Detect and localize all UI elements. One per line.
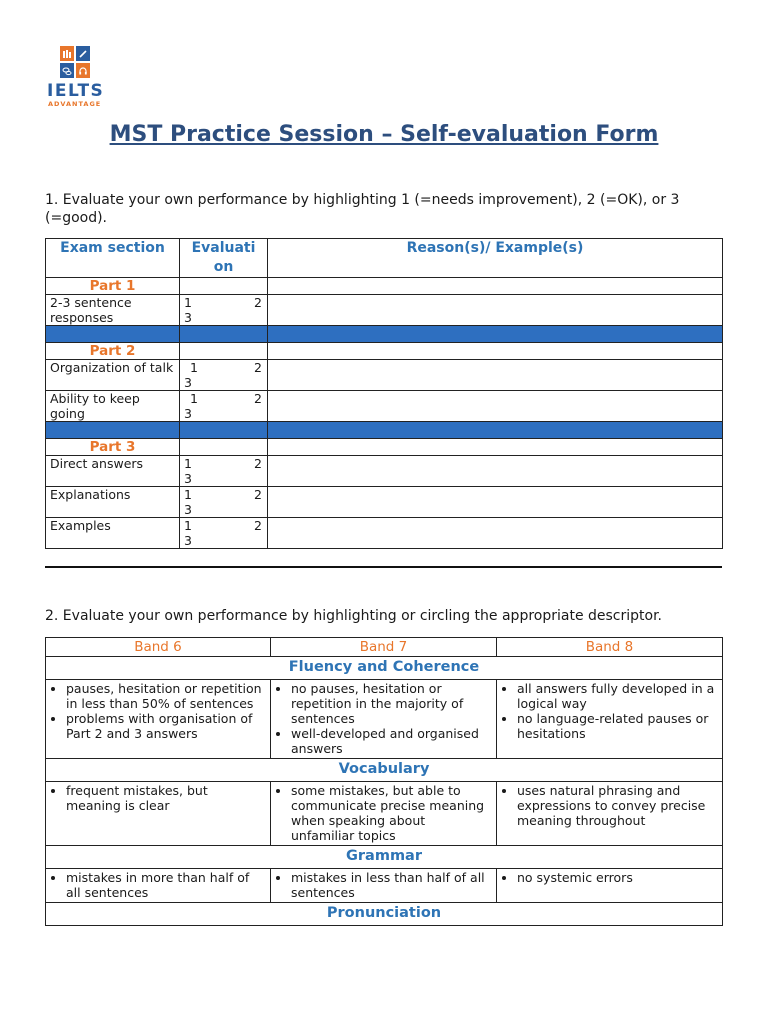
- category-row: [46, 846, 723, 869]
- section-label: 2-3 sentence responses: [46, 295, 180, 326]
- category-pronunciation: Pronunciation: [46, 903, 723, 926]
- headphones-icon: [76, 63, 90, 78]
- category-fluency: Fluency and Coherence: [46, 657, 723, 680]
- header-exam-section: Exam section: [46, 239, 180, 278]
- question-2-instruction: 2. Evaluate your own performance by highlighting or circling the appropriate descriptor.: [45, 608, 663, 624]
- section-label: Ability to keep going: [46, 391, 180, 422]
- logo-subtext: ADVANTAGE: [48, 100, 102, 108]
- reason-cell[interactable]: [268, 360, 723, 391]
- part-3-label: Part 3: [46, 439, 180, 456]
- page-title: MST Practice Session – Self-evaluation Form: [109, 122, 659, 147]
- descriptor-row: [46, 869, 723, 903]
- header-evaluation: Evaluati on: [180, 239, 268, 278]
- table-row: [46, 518, 723, 549]
- descriptor-cell[interactable]: • uses natural phrasing and expressions to convey precise meaning throughout: [497, 782, 723, 846]
- table-row: [46, 391, 723, 422]
- rating-cell[interactable]: 1 2 3: [180, 518, 268, 549]
- speech-bubbles-icon: [60, 63, 74, 78]
- books-icon: [60, 46, 74, 61]
- category-grammar: Grammar: [46, 846, 723, 869]
- divider-row: [46, 326, 723, 343]
- descriptor-row: [46, 782, 723, 846]
- section-label: Organization of talk: [46, 360, 180, 391]
- pencil-icon: [76, 46, 90, 61]
- section-label: Explanations: [46, 487, 180, 518]
- descriptor-cell[interactable]: • frequent mistakes, but meaning is clear: [46, 782, 271, 846]
- band-descriptor-table: [45, 637, 723, 926]
- reason-cell[interactable]: [268, 456, 723, 487]
- part-1-label: Part 1: [46, 278, 180, 295]
- header-band-7: Band 7: [271, 638, 497, 657]
- descriptor-cell[interactable]: • mistakes in more than half of all sentences: [46, 869, 271, 903]
- rating-cell[interactable]: 1 2 3: [180, 295, 268, 326]
- reason-cell[interactable]: [268, 391, 723, 422]
- reason-cell[interactable]: [268, 518, 723, 549]
- descriptor-cell[interactable]: • all answers fully developed in a logical way • no language-related pauses or hesitations: [497, 680, 723, 759]
- band-header-row: [46, 638, 723, 657]
- reason-cell[interactable]: [268, 487, 723, 518]
- section-label: Examples: [46, 518, 180, 549]
- category-row: [46, 903, 723, 926]
- header-band-6: Band 6: [46, 638, 271, 657]
- part-2-label: Part 2: [46, 343, 180, 360]
- table-header-row: [46, 239, 723, 278]
- part-1-row: [46, 278, 723, 295]
- descriptor-cell[interactable]: • mistakes in less than half of all sentences: [271, 869, 497, 903]
- rating-cell[interactable]: 1 2 3: [180, 360, 268, 391]
- logo-text: IELTS: [47, 81, 105, 101]
- descriptor-cell[interactable]: • pauses, hesitation or repetition in less than 50% of sentences • problems with organisation of Part 2 and 3 answers: [46, 680, 271, 759]
- rating-cell[interactable]: 1 2 3: [180, 391, 268, 422]
- part-2-row: [46, 343, 723, 360]
- descriptor-cell[interactable]: • no pauses, hesitation or repetition in the majority of sentences • well-developed and organised answers: [271, 680, 497, 759]
- logo-icon-grid: [60, 46, 90, 78]
- reason-cell[interactable]: [268, 295, 723, 326]
- table-row: [46, 360, 723, 391]
- header-band-8: Band 8: [497, 638, 723, 657]
- rating-cell[interactable]: 1 2 3: [180, 487, 268, 518]
- table-row: [46, 487, 723, 518]
- category-vocabulary: Vocabulary: [46, 759, 723, 782]
- section-label: Direct answers: [46, 456, 180, 487]
- category-row: [46, 657, 723, 680]
- descriptor-row: [46, 680, 723, 759]
- descriptor-cell[interactable]: • no systemic errors: [497, 869, 723, 903]
- rating-cell[interactable]: 1 2 3: [180, 456, 268, 487]
- category-row: [46, 759, 723, 782]
- divider-row: [46, 422, 723, 439]
- table-row: [46, 295, 723, 326]
- table-row: [46, 456, 723, 487]
- header-reasons: Reason(s)/ Example(s): [268, 239, 723, 278]
- question-1-instruction: 1. Evaluate your own performance by highlighting 1 (=needs improvement), 2 (=OK), or 3 (=good).: [45, 192, 680, 226]
- part-3-row: [46, 439, 723, 456]
- self-evaluation-table: [45, 238, 723, 549]
- descriptor-cell[interactable]: • some mistakes, but able to communicate precise meaning when speaking about unfamiliar topics: [271, 782, 497, 846]
- section-divider: [45, 566, 722, 568]
